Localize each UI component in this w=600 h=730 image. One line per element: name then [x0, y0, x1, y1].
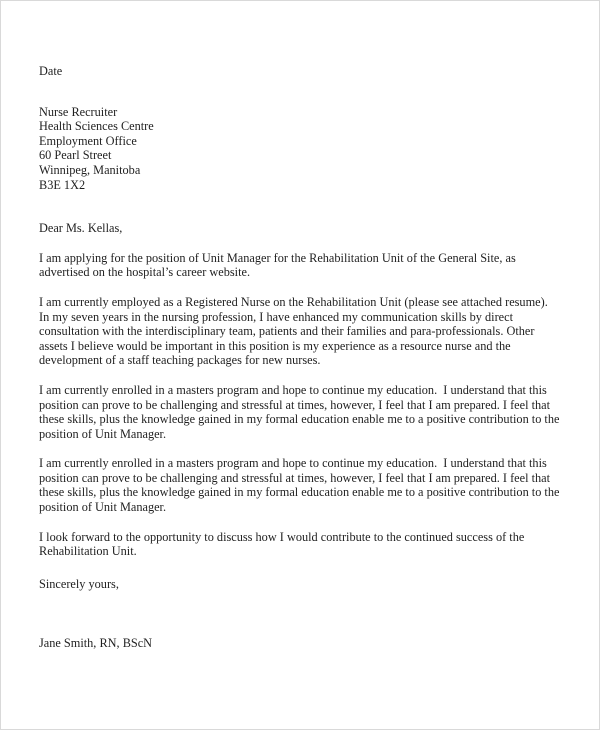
closing: Sincerely yours,: [39, 576, 119, 591]
recipient-name: Nurse Recruiter: [39, 104, 118, 119]
date-label: Date: [39, 64, 63, 78]
recipient-office: Employment Office: [39, 133, 137, 148]
recipient-city: Winnipeg, Manitoba: [39, 162, 141, 177]
body-paragraph-1: I am applying for the position of Unit Manager for the Rehabilitation Unit of the General Site, as advertised on the hospital’s career website.: [39, 250, 519, 280]
body-paragraph-4: I am currently enrolled in a masters program and hope to continue my education. I understand that this position can prove to be challenging and stressful at times, however, I feel that I am prepared. I feel that these skills, plus the knowledge gained in my formal education enable me to a positive contribution to the position of Unit Manager.: [39, 456, 563, 515]
recipient-institution: Health Sciences Centre: [39, 119, 154, 134]
body-paragraph-5: I look forward to the opportunity to discuss how I would contribute to the continued success of the Rehabilitation Unit.: [39, 529, 528, 559]
recipient-address: [39, 105, 561, 193]
signature-name: Jane Smith, RN, BScN: [39, 636, 153, 651]
salutation: Dear Ms. Kellas,: [39, 221, 123, 236]
recipient-postal-code: B3E 1X2: [39, 177, 86, 192]
body-paragraph-2: I am currently employed as a Registered Nurse on the Rehabilitation Unit (please see attached resume). In my seven years in the nursing profession, I have enhanced my communication skills by direct consultation with the interdisciplinary team, patients and their families and para-professionals. Other assets I believe would be important in this position is my experience as a resource nurse and the development of a staff teaching packages for new nurses.: [39, 294, 551, 368]
recipient-street: 60 Pearl Street: [39, 148, 112, 163]
body-paragraph-3: I am currently enrolled in a masters program and hope to continue my education. I understand that this position can prove to be challenging and stressful at times, however, I feel that I am prepared. I feel that these skills, plus the knowledge gained in my formal education enable me to a positive contribution to the position of Unit Manager.: [39, 382, 563, 441]
